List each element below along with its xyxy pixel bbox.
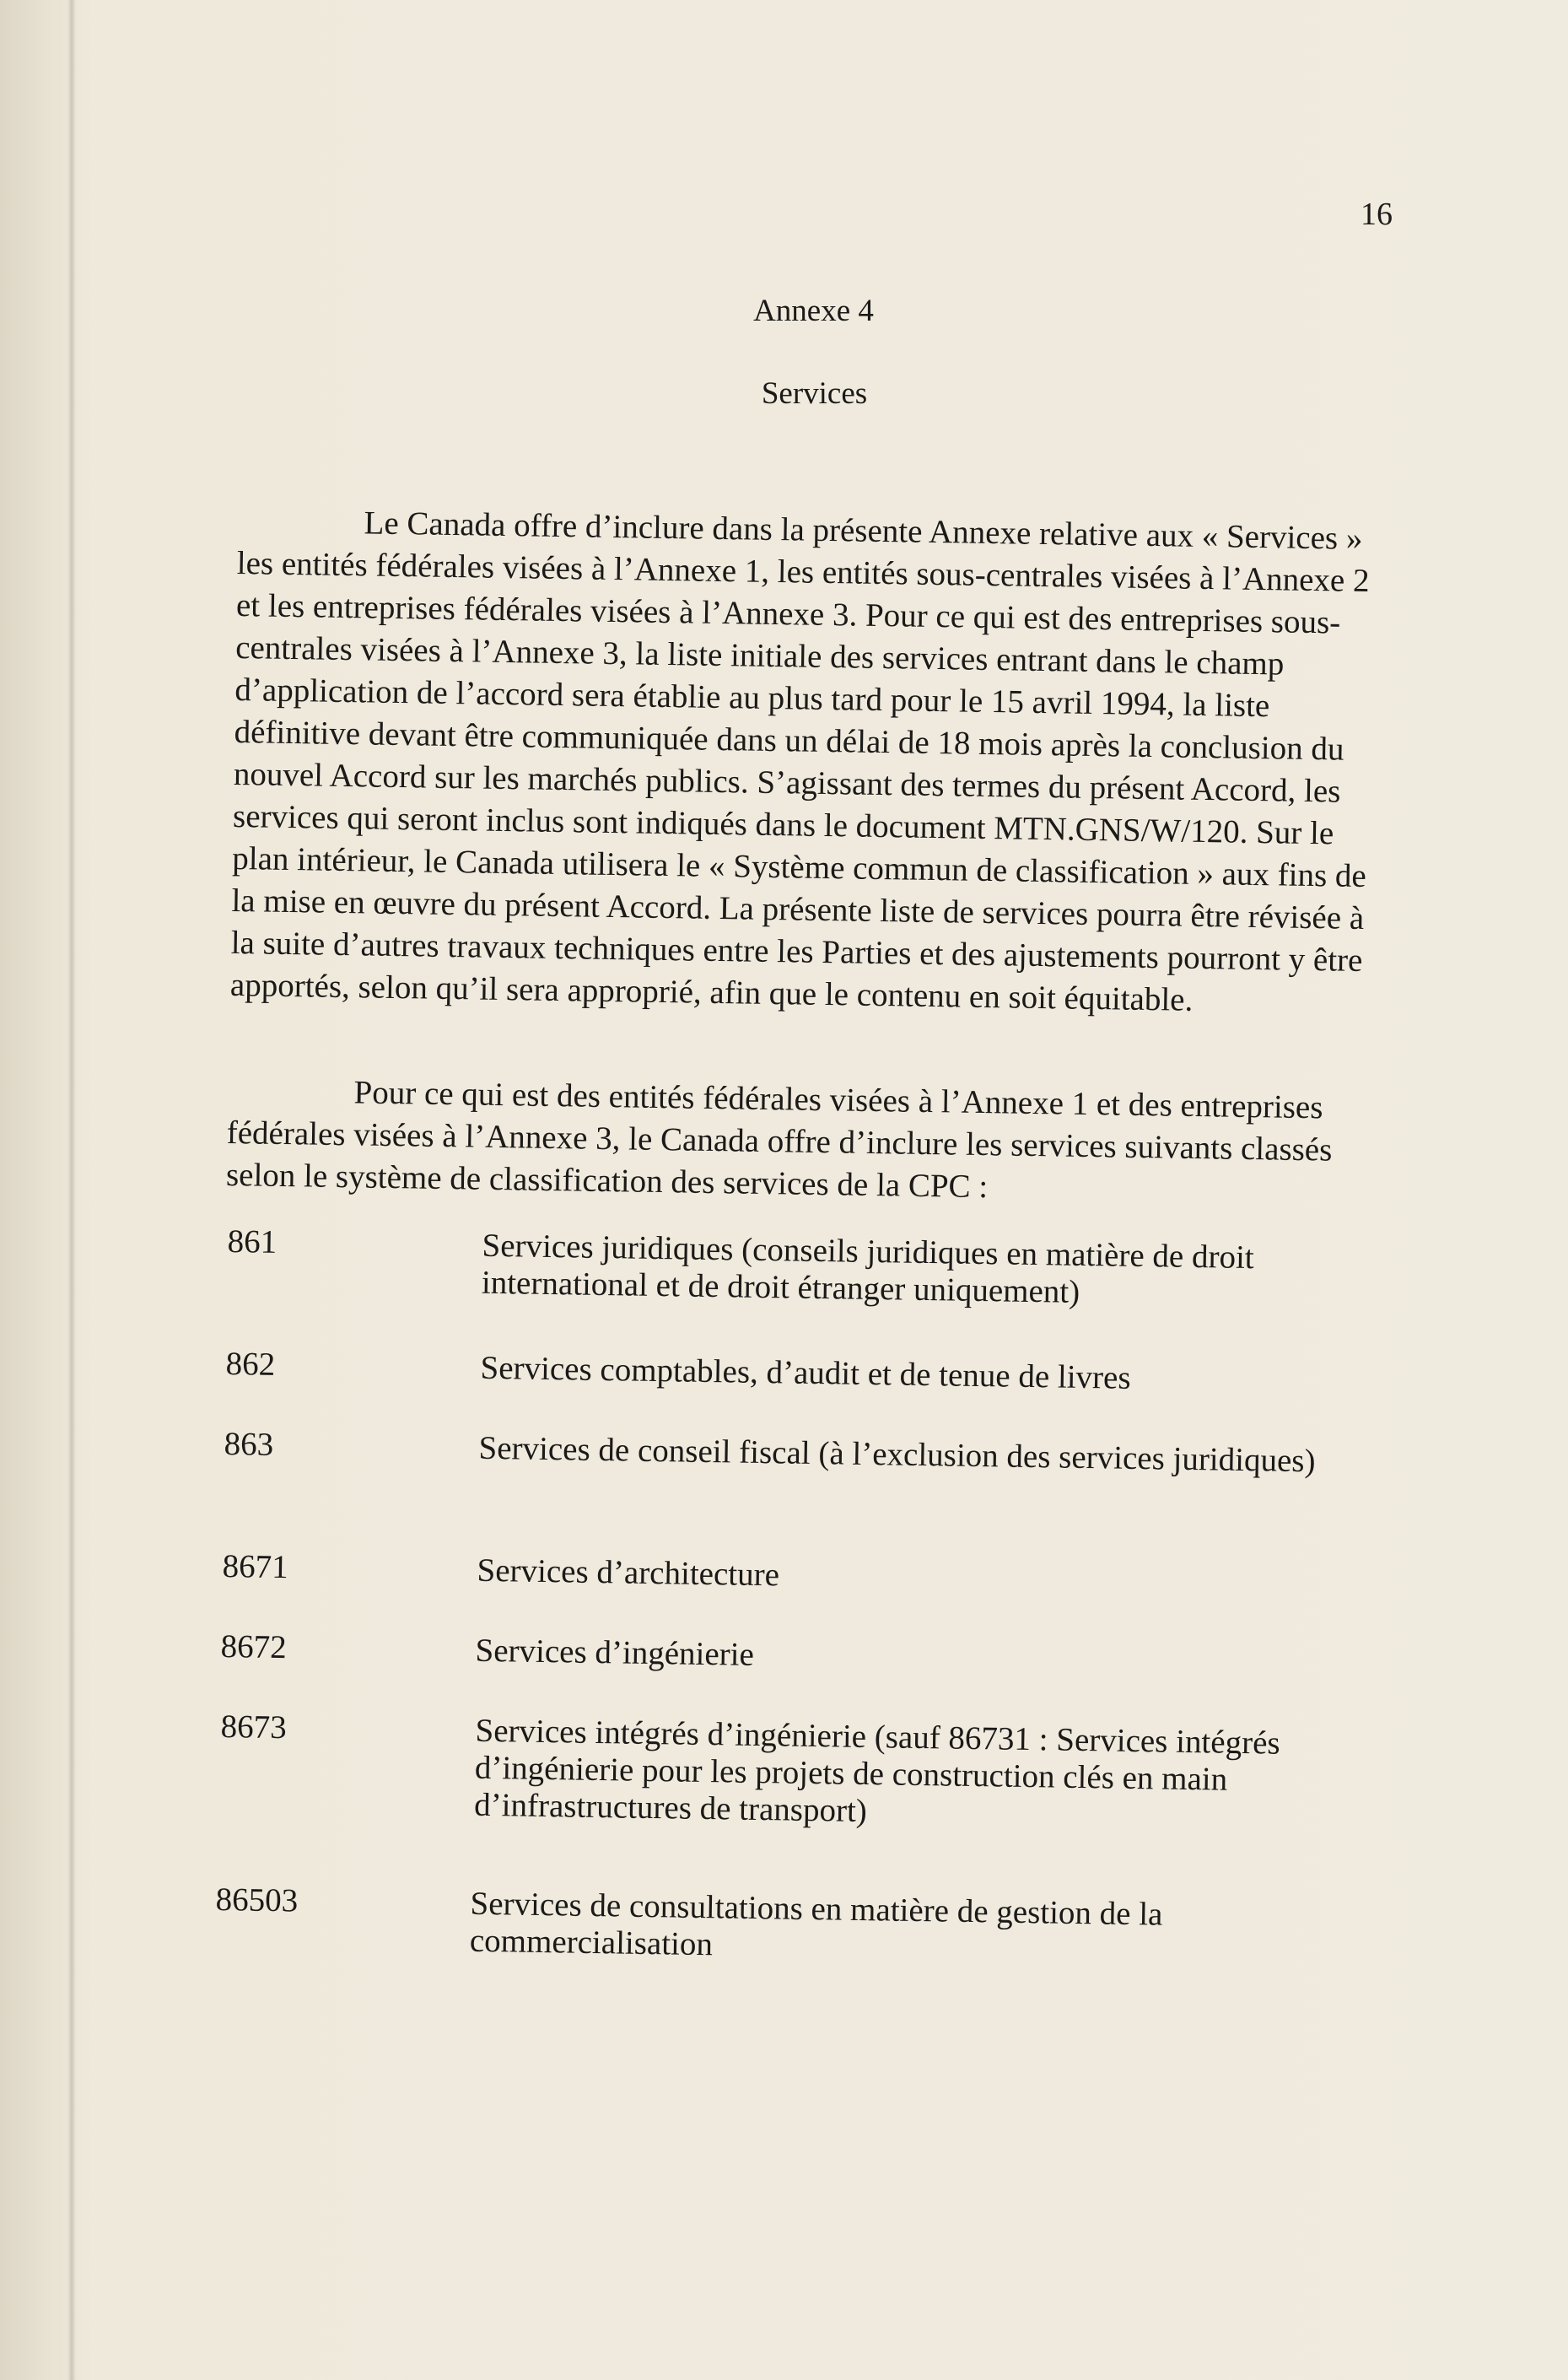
service-code: 86503 — [215, 1881, 299, 1919]
service-code: 8672 — [220, 1628, 287, 1666]
intro-paragraph — [230, 500, 1398, 1025]
service-description: Services de consultations en matière de gestion de la commercialisation — [469, 1885, 1163, 1963]
services-intro-paragraph — [226, 1070, 1387, 1215]
service-description: Services de conseil fiscal (à l’exclusion des services juridiques) — [478, 1429, 1316, 1480]
services-intro-paragraph-text: Pour ce qui est des entités fédérales visées à l’Annexe 1 et des entreprises fédérales visées à l’Annexe 3, le Canada offre d’inclure les services suivants classés selon le système de classification des services de la CPC : — [225, 1074, 1333, 1206]
section-title: Services — [761, 376, 868, 411]
annex-title: Annexe 4 — [753, 294, 874, 328]
intro-paragraph-text: Le Canada offre d’inclure dans la présente Annexe relative aux « Services » les entités fédérales visées à l’Annexe 1, les entités sous-centrales visées à l’Annexe 2 et les entreprises fédérales visées à l’Annexe 3. Pour ce qui est des entreprises sous-centrales visées à l’Annexe 3, la liste initiale des services entrant dans le champ d’application de l’accord sera établie au plus tard pour le 15 avril 1994, la liste définitive devant être communiquée dans un délai de 18 mois après la conclusion du nouvel Accord sur les marchés publics. S’agissant des termes du présent Accord, les services qui seront inclus sont indiqués dans le document MTN.GNS/W/120. Sur le plan intérieur, le Canada utilisera le « Système commun de classification » aux fins de la mise en œuvre du présent Accord. La présente liste de services pourra être révisée à la suite d’autres travaux techniques entre les Parties et des ajustements pourront y être apportés, selon qu’il sera approprié, afin que le contenu en soit équitable. — [229, 505, 1370, 1018]
service-description: Services juridiques (conseils juridiques en matière de droit international et de droit étranger uniquement) — [481, 1227, 1255, 1310]
service-code: 863 — [224, 1426, 274, 1463]
service-code: 861 — [227, 1223, 277, 1260]
service-code: 8671 — [222, 1548, 288, 1586]
service-description: Services comptables, d’audit et de tenue de livres — [480, 1349, 1131, 1396]
service-description: Services d’ingénierie — [475, 1632, 755, 1673]
binding-gutter — [67, 0, 76, 2380]
service-code: 862 — [225, 1346, 276, 1383]
service-description: Services intégrés d’ingénierie (sauf 86731 : Services intégrés d’ingénierie pour les projets de construction clés en main d’infrastructures de transport) — [473, 1712, 1280, 1830]
service-code: 8673 — [220, 1708, 287, 1746]
service-description: Services d’architecture — [477, 1552, 780, 1594]
page-number: 16 — [1361, 197, 1393, 232]
